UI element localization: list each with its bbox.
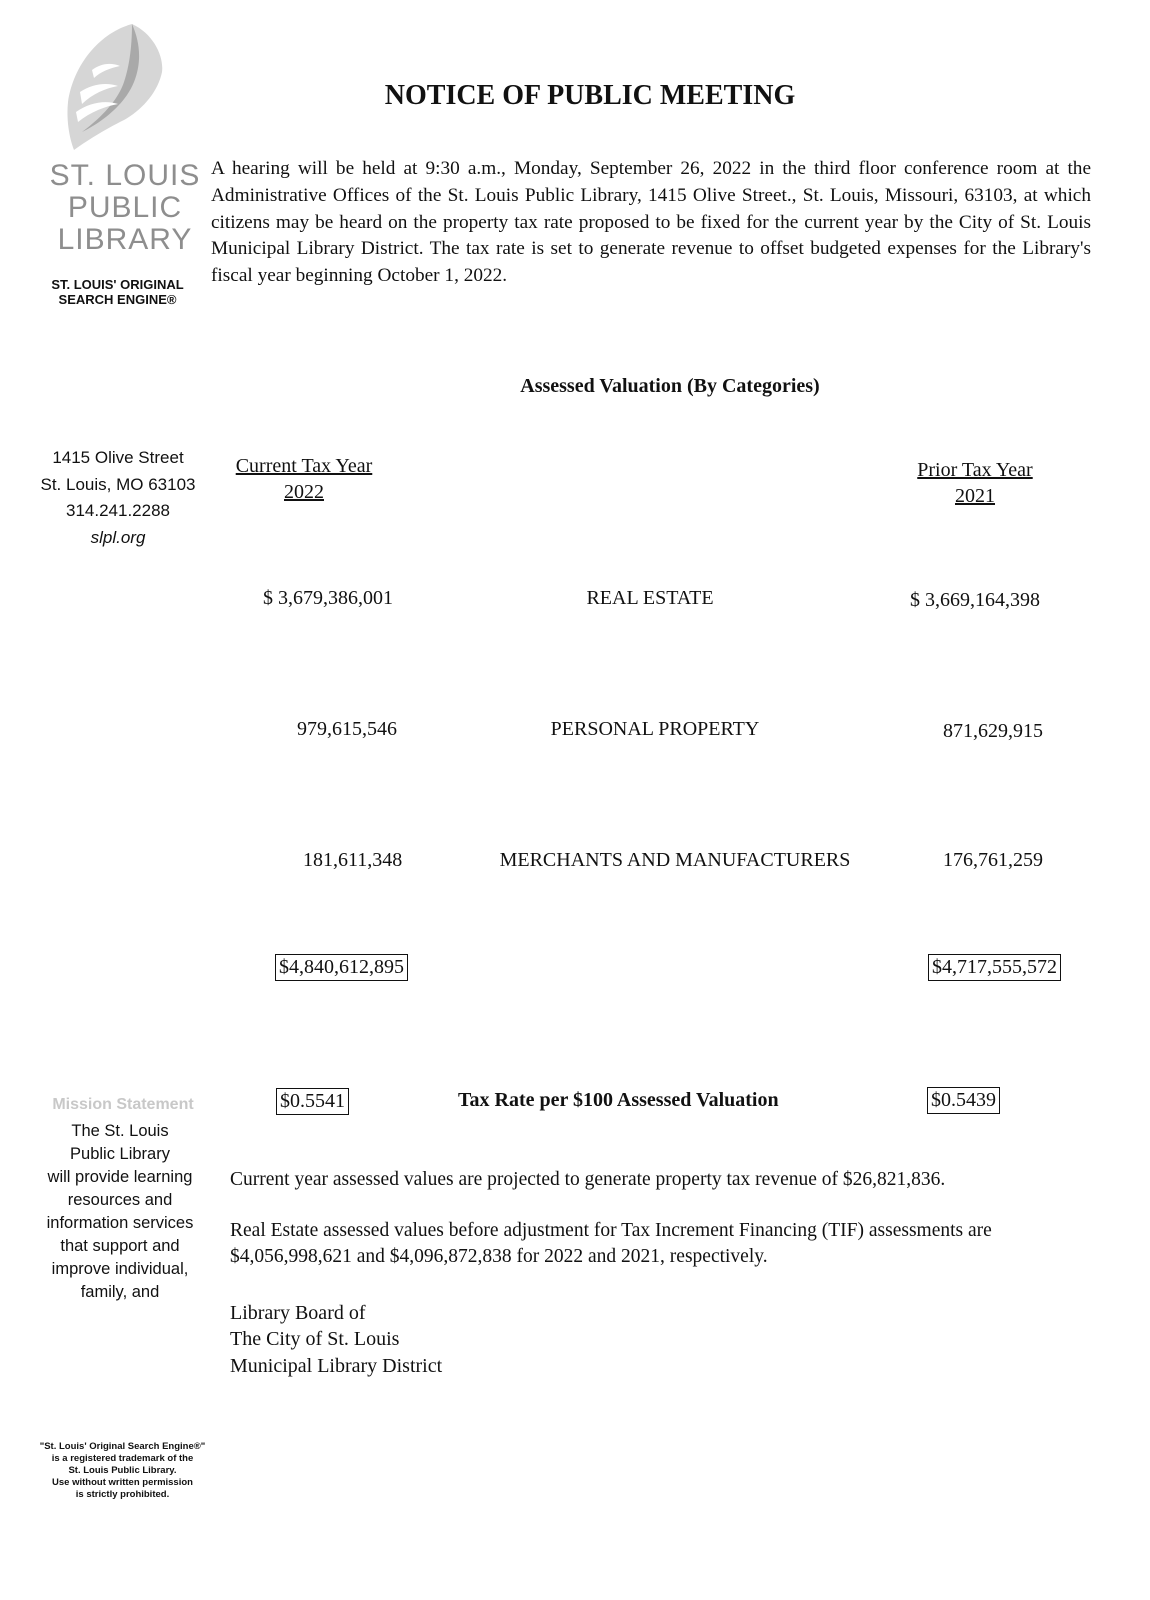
tax-rate-label: Tax Rate per $100 Assessed Valuation — [458, 1089, 779, 1111]
address-city: St. Louis, MO 63103 — [40, 475, 196, 494]
logo-text-line: PUBLIC — [67, 191, 183, 224]
mission-line: improve individual, — [51, 1260, 189, 1278]
personal-property-prior-value: 871,629,915 — [943, 720, 1043, 742]
page-title: NOTICE OF PUBLIC MEETING — [384, 80, 796, 111]
prior-year-header-label: Prior Tax Year — [917, 459, 1033, 481]
valuation-title: Assessed Valuation (By Categories) — [520, 375, 820, 397]
current-year-header-year: 2022 — [284, 481, 324, 503]
mission-line: will provide learning — [47, 1168, 193, 1186]
signature-line: Library Board of — [230, 1302, 366, 1324]
prior-year-header — [890, 457, 1060, 509]
current-year-header-label: Current Tax Year — [235, 455, 373, 477]
real-estate-category: REAL ESTATE — [586, 587, 714, 609]
library-logo-icon — [62, 22, 172, 152]
revenue-note: Current year assessed values are projected to generate property tax revenue of $26,821,836. — [230, 1169, 946, 1190]
personal-property-category: PERSONAL PROPERTY — [550, 718, 760, 740]
hearing-paragraph: A hearing will be held at 9:30 a.m., Monday, September 26, 2022 in the third floor conference room at the Administrative Offices of the St. Louis Public Library, 1415 Olive Street., St. Louis, Missouri, 63103, at which citizens may be heard on the property tax rate proposed to be fixed for the current year by the City of St. Louis Municipal Library District. The tax rate is set to generate revenue to offset budgeted expenses for the Library's fiscal year beginning October 1, 2022. — [211, 158, 1091, 287]
mission-line: that support and — [60, 1237, 180, 1255]
trademark-line: Use without written permission — [52, 1477, 193, 1488]
trademark-line: "St. Louis' Original Search Engine®" — [39, 1441, 206, 1452]
tagline-line: ST. LOUIS' ORIGINAL — [51, 277, 184, 292]
tax-rate-current: $0.5541 — [276, 1088, 349, 1115]
trademark-line: St. Louis Public Library. — [68, 1465, 177, 1476]
merchants-current-value: 181,611,348 — [303, 849, 403, 871]
merchants-category: MERCHANTS AND MANUFACTURERS — [499, 849, 851, 871]
total-prior-value: $4,717,555,572 — [928, 954, 1061, 981]
total-current-value: $4,840,612,895 — [275, 954, 408, 981]
trademark-line: is strictly prohibited. — [75, 1489, 170, 1500]
tagline-line: SEARCH ENGINE® — [58, 292, 177, 307]
merchants-prior-value: 176,761,259 — [943, 849, 1043, 871]
mission-line: information services — [46, 1214, 194, 1232]
address-website: slpl.org — [90, 528, 146, 547]
signature-line: The City of St. Louis — [230, 1328, 400, 1350]
address-phone: 314.241.2288 — [66, 501, 170, 520]
tif-note: Real Estate assessed values before adjustment for Tax Increment Financing (TIF) assessments are $4,056,998,621 and $4,096,872,838 for 2022 and 2021, respectively. — [230, 1220, 992, 1267]
logo-text-line: LIBRARY — [57, 223, 193, 256]
logo-text-line: ST. LOUIS — [49, 159, 201, 192]
real-estate-prior-value: $ 3,669,164,398 — [910, 589, 1040, 611]
signature-line: Municipal Library District — [230, 1355, 443, 1377]
tax-rate-prior: $0.5439 — [927, 1087, 1000, 1114]
mission-line: Public Library — [70, 1145, 170, 1163]
prior-year-header-year: 2021 — [955, 485, 995, 507]
real-estate-current-value: $ 3,679,386,001 — [263, 587, 393, 609]
mission-line: resources and — [67, 1191, 173, 1209]
mission-line: family, and — [80, 1283, 160, 1301]
address-street: 1415 Olive Street — [52, 448, 184, 467]
mission-statement-title: Mission Statement — [52, 1096, 194, 1113]
trademark-line: is a registered trademark of the — [51, 1453, 194, 1464]
personal-property-current-value: 979,615,546 — [297, 718, 397, 740]
mission-line: The St. Louis — [71, 1122, 169, 1140]
current-year-header — [214, 453, 394, 505]
